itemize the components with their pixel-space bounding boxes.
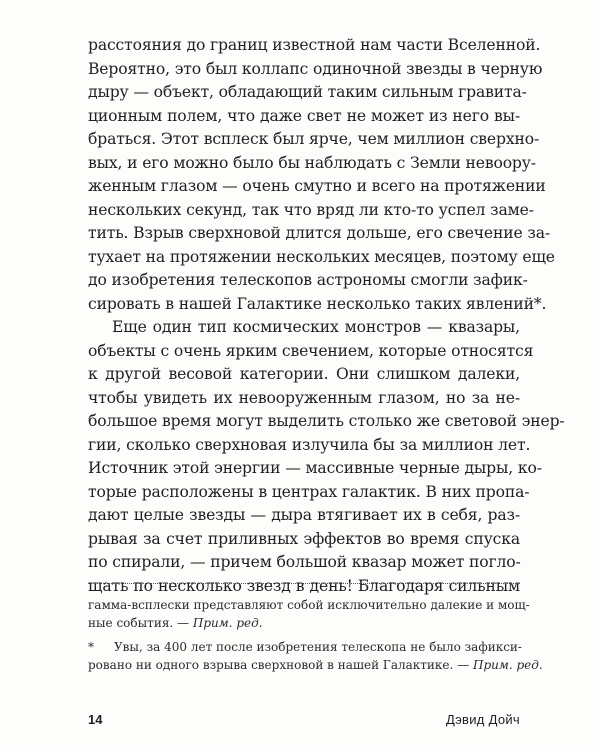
text-line: по спирали, — причем большой квазар может поглo- <box>88 553 521 571</box>
text-line: дыру — объект, обладающий таким сильным гравита- <box>88 83 527 101</box>
running-head-author: Дэвид Дойч <box>445 712 520 727</box>
text-line: объекты с очень ярким свечением, которые относятся <box>88 341 534 360</box>
text-line: тить. Взрыв сверхновой длится дольше, его свечение за- <box>88 224 551 242</box>
text-line: дают целые звезды — дыра втягивает их в себя, раз- <box>88 506 520 524</box>
text-line: большое время могут выделить столько же световой энер- <box>88 412 565 430</box>
page-footer <box>88 712 520 732</box>
text-line: нескольких секунд, так что вряд ли кто-то успел заме- <box>88 200 534 219</box>
footnote-text: Увы, за 400 лет после изобретения телескопа не было зафикси- <box>114 640 522 654</box>
footnote-marker: * <box>88 640 94 654</box>
footnotes <box>88 596 543 680</box>
text-line: щать по несколько звезд в день! Благодаря сильным <box>88 576 520 595</box>
page-number: 14 <box>88 712 103 727</box>
text-line: торые расположены в центрах галактик. В них пропа- <box>88 482 530 501</box>
text-line: тухает на протяжении нескольких месяцев, поэтому еще <box>88 247 555 266</box>
text-line: рывая за счет приливных эффектов во время спуска <box>88 529 520 548</box>
text-line: расстояния до границ известной нам части Вселенной. <box>88 36 541 54</box>
text-line: женным глазом — очень смутно и всего на протяжении <box>88 177 546 195</box>
footnote-line: гамма-всплески представляют собой исключительно далекие и мощ- <box>88 598 530 612</box>
footnote-text: ные события. — <box>88 616 190 630</box>
text-line: Источник этой энергии — массивные черные дыры, ко- <box>88 459 542 477</box>
main-text <box>88 34 565 598</box>
text-line: до изобретения телескопов астрономы смогли зафик- <box>88 271 528 289</box>
footnote-line <box>88 614 520 632</box>
footnote-text: ровано ни одного взрыва сверхновой в нашей Галактике. — <box>88 658 470 672</box>
footnote-separator <box>88 583 520 584</box>
text-line: гии, сколько сверхновая излучила бы за миллион лет. <box>88 435 531 454</box>
editor-note-label: Прим. ред. <box>192 616 263 630</box>
footnote-continued <box>88 596 530 632</box>
paragraph-end-line: сировать в нашей Галактике несколько таких явлений*. <box>88 294 547 313</box>
editor-note-label: Прим. ред. <box>473 658 543 672</box>
text-line: браться. Этот всплеск был ярче, чем миллион сверхно- <box>88 130 540 148</box>
text-line: Вероятно, это был коллапс одиночной звезды в черную <box>88 59 543 78</box>
paragraph-start-line: Еще один тип космических монстров — квазары, <box>112 318 520 336</box>
text-line: вых, и его можно было бы наблюдать с Земли невоору- <box>88 153 536 172</box>
footnote-line <box>88 638 520 656</box>
footnote-star <box>88 638 543 674</box>
text-line: чтобы увидеть их невооруженным глазом, но за не- <box>88 388 520 407</box>
footnote-line <box>88 656 543 674</box>
text-line: к другой весовой категории. Они слишком далеки, <box>88 365 520 383</box>
text-line: ционным полем, что даже свет не может из него вы- <box>88 106 520 125</box>
